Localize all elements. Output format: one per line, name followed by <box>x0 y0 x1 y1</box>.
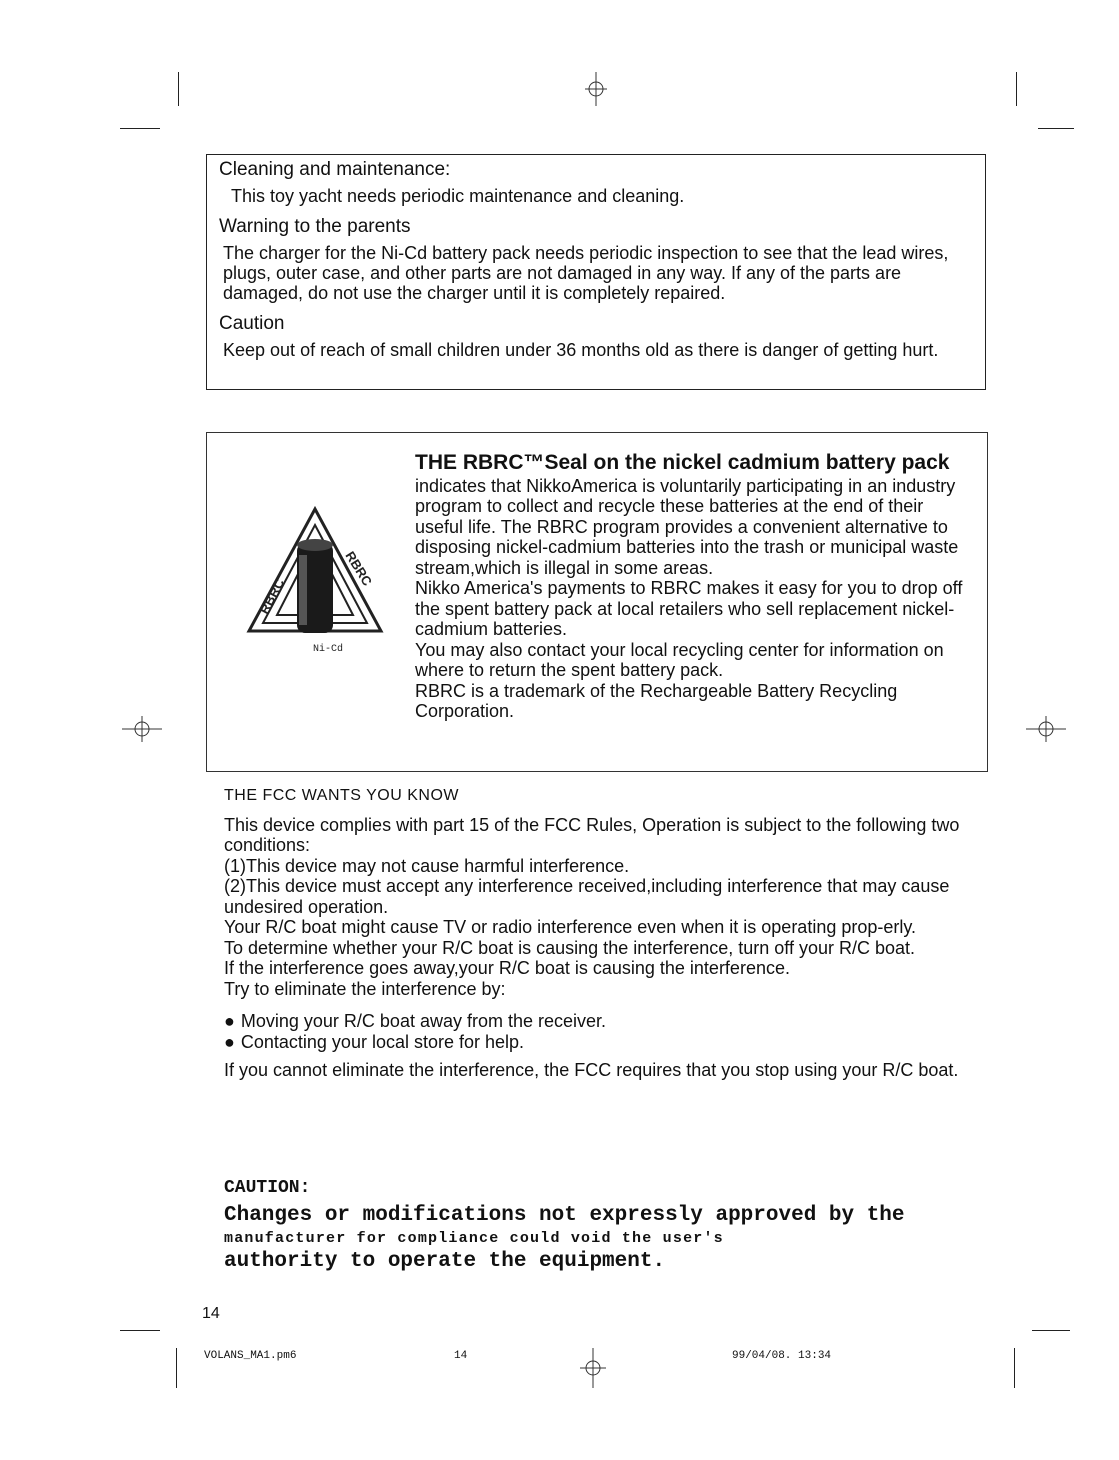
fcc-text: Try to eliminate the interference by: <box>224 978 506 999</box>
fcc-text: This device complies with part 15 of the FCC Rules, Operation is subject to the following two conditions: <box>224 814 960 855</box>
footer-timestamp: 99/04/08. 13:34 <box>732 1350 832 1362</box>
bullet-text: Moving your R/C boat away from the receiver. <box>240 1011 607 1031</box>
bullet-text: Contacting your local store for help. <box>240 1031 525 1052</box>
registration-mark-icon <box>578 1348 608 1388</box>
cleaning-heading: Cleaning and maintenance: <box>219 159 451 180</box>
fcc-text: (1)This device may not cause harmful interference. <box>224 855 630 876</box>
fcc-heading: THE FCC WANTS YOU KNOW <box>224 787 459 804</box>
fcc-section <box>224 786 994 1081</box>
crop-mark <box>1038 128 1074 129</box>
warning-text: The charger for the Ni-Cd battery pack needs periodic inspection to see that the lead wires, plugs, outer case, and other parts are not damaged in any way. If any of the parts are damaged, do not use the charger until it is completely repaired. <box>223 243 949 303</box>
bullet-icon: ● <box>224 1031 235 1052</box>
crop-mark <box>120 1330 160 1331</box>
registration-mark-icon <box>122 714 162 744</box>
caution-heading: Caution <box>219 313 285 334</box>
fcc-closing: If you cannot eliminate the interference, the FCC requires that you stop using your R/C boat. <box>224 1060 959 1080</box>
registration-mark-icon <box>583 72 609 106</box>
maintenance-warning-box <box>206 154 986 390</box>
caution-block-heading: CAUTION: <box>224 1178 311 1198</box>
rbrc-title: THE RBRC™Seal on the nickel cadmium battery pack <box>415 451 950 474</box>
caution-line: manufacturer for compliance could void the user's <box>224 1230 724 1247</box>
rbrc-logo-text: RBRC <box>256 576 288 617</box>
fcc-text: Your R/C boat might cause TV or radio interference even when it is operating prop-erly. <box>224 917 917 937</box>
crop-mark <box>176 1348 177 1388</box>
rbrc-seal-logo <box>245 505 385 655</box>
fcc-text: To determine whether your R/C boat is causing the interference, turn off your R/C boat. <box>224 937 916 958</box>
caution-line: Changes or modifications not expressly approved by the <box>224 1204 905 1227</box>
rbrc-text-column <box>415 453 975 722</box>
caution-line: authority to operate the equipment. <box>224 1250 666 1273</box>
footer-file: VOLANS_MA1.pm6 <box>204 1350 297 1362</box>
crop-mark <box>1016 72 1017 106</box>
rbrc-body: Nikko America's payments to RBRC makes it easy for you to drop off the spent battery pack at local retailers who sell replacement nickel-cadmium batteries. <box>415 578 963 639</box>
cleaning-text: This toy yacht needs periodic maintenance and cleaning. <box>231 186 685 206</box>
fcc-text: If the interference goes away,your R/C boat is causing the interference. <box>224 958 790 978</box>
list-item <box>224 1032 994 1053</box>
crop-mark <box>1032 1330 1070 1331</box>
list-item <box>224 1011 994 1032</box>
rbrc-logo-text: RBRC <box>342 548 376 589</box>
caution-block <box>224 1178 1014 1273</box>
warning-heading: Warning to the parents <box>219 216 411 237</box>
rbrc-body: RBRC is a trademark of the Rechargeable Battery Recycling Corporation. <box>415 680 898 721</box>
crop-mark <box>1014 1348 1015 1388</box>
bullet-icon: ● <box>224 1011 235 1031</box>
fcc-text: (2)This device must accept any interference received,including interference that may cause undesired operation. <box>224 876 950 917</box>
registration-mark-icon <box>1026 714 1066 744</box>
ni-cd-label: Ni-Cd <box>313 644 344 655</box>
caution-text: Keep out of reach of small children under 36 months old as there is danger of getting hurt. <box>223 340 939 360</box>
rbrc-body: You may also contact your local recycling center for information on where to return the spent battery pack. <box>415 639 944 680</box>
rbrc-body: indicates that NikkoAmerica is voluntarily participating in an industry program to collect and recycle these batteries at the end of their useful life. The RBRC program provides a convenient alternative to disposing nickel-cadmium batteries into the trash or municipal waste stream,which is illegal in some areas. <box>415 475 959 578</box>
page-number: 14 <box>202 1305 220 1322</box>
crop-mark <box>178 72 179 106</box>
footer-page: 14 <box>454 1350 468 1362</box>
rbrc-seal-box <box>206 432 988 772</box>
crop-mark <box>120 128 160 129</box>
